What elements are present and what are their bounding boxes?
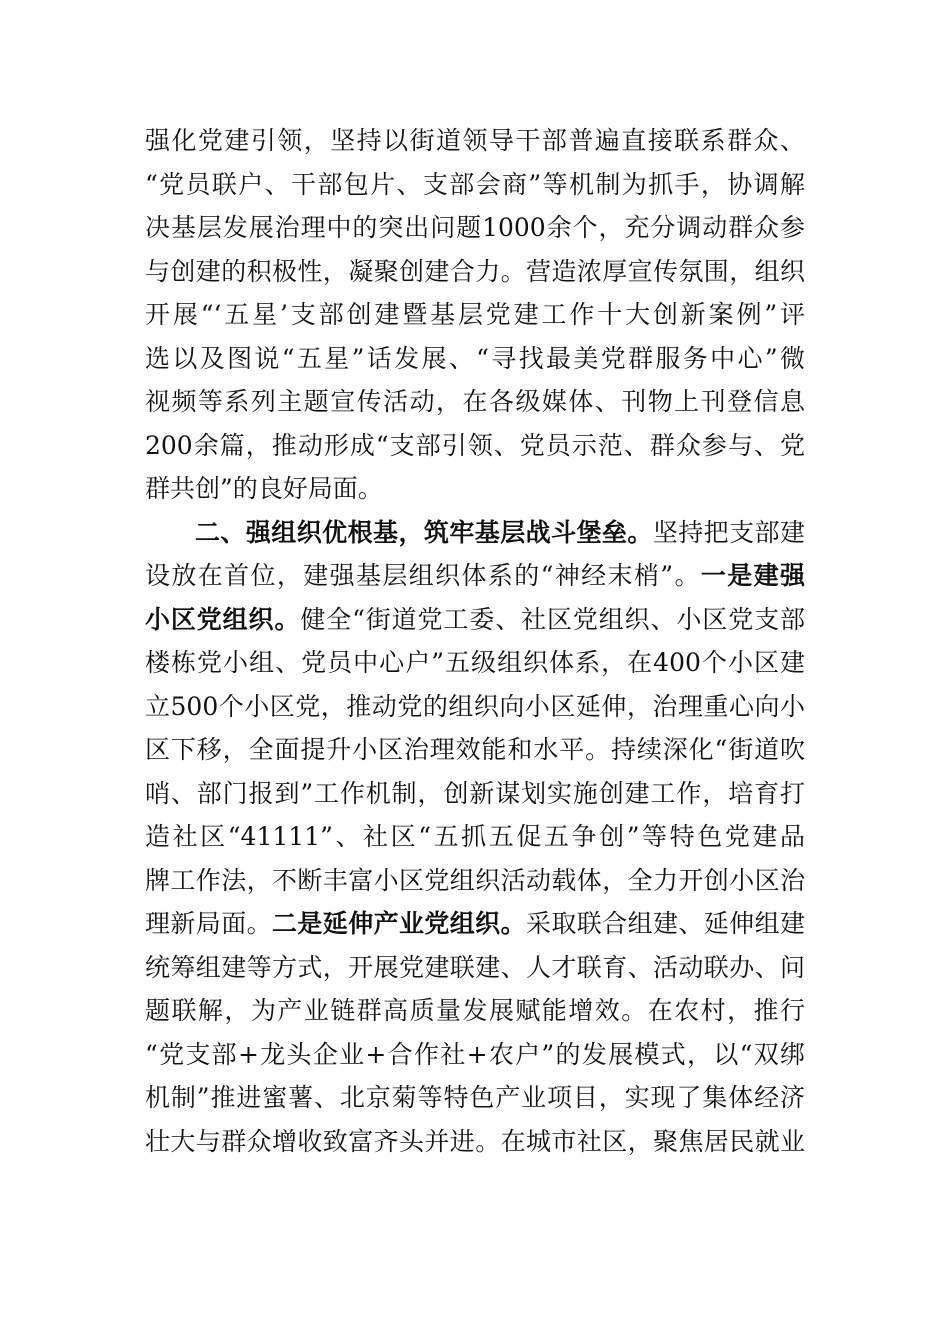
- text-run: 健全“街道党工委、社区党组织、小区党支部: [300, 604, 805, 634]
- text-line: [145, 989, 805, 1033]
- text-run: 楼栋党小组、党员中心户”五级组织体系，在400个小区建: [145, 648, 805, 677]
- text-line: [145, 946, 805, 990]
- text-line: [145, 424, 805, 468]
- text-run: 开展“‘五星’支部创建暨基层党建工作十大创新案例”评: [145, 300, 805, 329]
- text-line: [145, 641, 805, 685]
- text-line: [145, 119, 805, 163]
- text-run: 与创建的积极性，凝聚创建合力。营造浓厚宣传氛围，组织: [145, 256, 805, 286]
- text-run: 坚持把支部建: [652, 517, 805, 547]
- text-line: [145, 772, 805, 816]
- text-line: [145, 728, 805, 772]
- text-run: “党支部+龙头企业+合作社+农户”的发展模式，以“双绑: [145, 1039, 805, 1069]
- text-line: [145, 902, 805, 946]
- text-run: 立500个小区党，推动党的组织向小区延伸，治理重心向小: [145, 691, 805, 721]
- text-line: [145, 598, 805, 642]
- paragraph-end-line: [145, 467, 805, 511]
- text-run: 牌工作法，不断丰富小区党组织活动载体，全力开创小区治: [145, 865, 805, 895]
- text-run: 哨、部门报到”工作机制，创新谋划实施创建工作，培育打: [145, 778, 805, 808]
- text-line: [145, 293, 805, 337]
- text-run: 题联解，为产业链群高质量发展赋能增效。在农村，推行: [145, 996, 805, 1025]
- text-run: 视频等系列主题宣传活动，在各级媒体、刊物上刊登信息: [145, 387, 805, 416]
- text-run: “党员联户、干部包片、支部会商”等机制为抓手，协调解: [145, 169, 805, 199]
- text-line: [145, 1076, 805, 1120]
- text-line: [145, 337, 805, 381]
- text-line: [145, 554, 805, 598]
- text-run: 强化党建引领，坚持以街道领导干部普遍直接联系群众、: [145, 126, 805, 155]
- text-line: [145, 859, 805, 903]
- text-line: [145, 163, 805, 207]
- bold-subheading: 一是建强: [700, 561, 805, 590]
- text-line: [145, 685, 805, 729]
- text-run: 区下移，全面提升小区治理效能和水平。持续深化“街道吹: [145, 735, 805, 764]
- text-run: 决基层发展治理中的突出问题1000余个，充分调动群众参: [145, 213, 805, 242]
- text-line: [145, 1120, 805, 1164]
- body-text: [145, 119, 805, 1163]
- text-run: 统筹组建等方式，开展党建联建、人才联育、活动联办、问: [145, 952, 805, 982]
- section-heading: 二、强组织优根基，筑牢基层战斗堡垒。: [195, 517, 653, 547]
- text-line: [145, 206, 805, 250]
- text-line: [145, 380, 805, 424]
- text-line: [145, 1033, 805, 1077]
- text-run: 选以及图说“五星”话发展、“寻找最美党群服务中心”微: [145, 343, 805, 373]
- text-run: 造社区“41111”、社区“五抓五促五争创”等特色党建品: [145, 822, 805, 851]
- text-run: 理新局面。: [145, 909, 272, 938]
- bold-subheading: 小区党组织。: [145, 604, 301, 634]
- text-run: 设放在首位，建强基层组织体系的“神经末梢”。: [145, 561, 701, 590]
- bold-subheading: 二是延伸产业党组织。: [272, 909, 526, 938]
- section-heading-line: [145, 511, 805, 555]
- text-run: 壮大与群众增收致富齐头并进。在城市社区，聚焦居民就业: [145, 1126, 805, 1156]
- text-line: [145, 815, 805, 859]
- text-run: 200余篇，推动形成“支部引领、党员示范、群众参与、党: [145, 430, 805, 460]
- text-run: 机制”推进蜜薯、北京菊等特色产业项目，实现了集体经济: [145, 1083, 805, 1112]
- text-run: 群共创”的良好局面。: [145, 474, 383, 503]
- text-line: [145, 250, 805, 294]
- text-run: 采取联合组建、延伸组建: [525, 909, 805, 938]
